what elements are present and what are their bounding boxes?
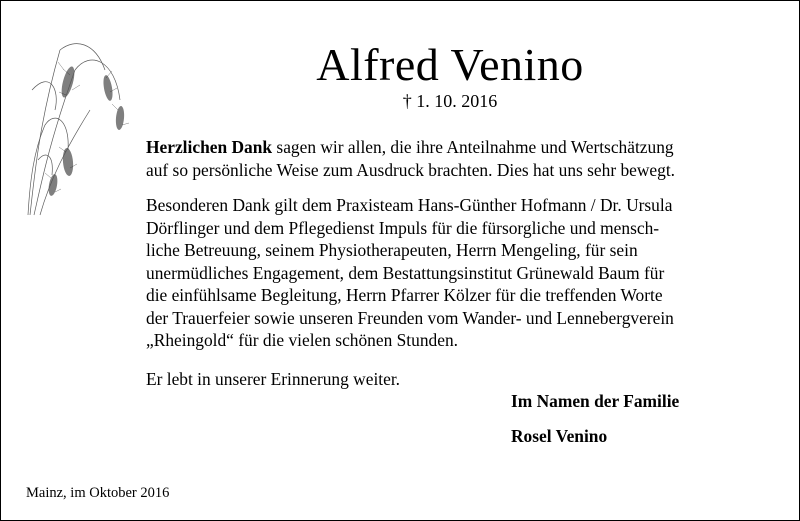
place-date: Mainz, im Oktober 2016 [26,485,170,501]
special-thanks-line: Besonderen Dank gilt dem Praxisteam Hans-Günther Hofmann / Dr. Ursula [146,195,673,215]
special-thanks-paragraph [146,194,786,352]
special-thanks-line: unermüdliches Engagement, dem Bestattungsinstitut Grünewald Baum für [146,262,665,283]
memory-line: Er lebt in unserer Erinnerung weiter. [146,369,401,389]
thanks-lead: Herzlichen Dank [146,137,273,157]
special-thanks-line: die einfühlsame Begleitung, Herrn Pfarrer Kölzer für die treffenden Worte [146,285,663,305]
signature-intro: Im Namen der Familie [511,391,680,411]
special-thanks-line: „Rheingold“ für die vielen schönen Stunden. [146,330,458,350]
special-thanks-line: Dörflinger und dem Pflegedienst Impuls für die fürsorgliche und mensch- [146,217,660,238]
thanks-line-1 [146,136,786,159]
special-thanks-line: liche Betreuung, seinem Physiotherapeuten, Herrn Mengeling, für sein [146,240,638,260]
thanks-line-2: auf so persönliche Weise zum Ausdruck brachten. Dies hat uns sehr bewegt. [146,159,676,180]
grain-ears-sketch-icon [20,30,140,220]
thanks-paragraph [146,136,786,181]
thanks-line-1-rest: sagen wir allen, die ihre Anteilnahme und Wertschätzung [272,137,674,157]
signature-name: Rosel Venino [511,426,608,446]
death-date: † 1. 10. 2016 [402,91,498,111]
special-thanks-line: der Trauerfeier sowie unseren Freunden vom Wander- und Lennebergverein [146,307,674,328]
deceased-name: Alfred Venino [316,39,584,90]
